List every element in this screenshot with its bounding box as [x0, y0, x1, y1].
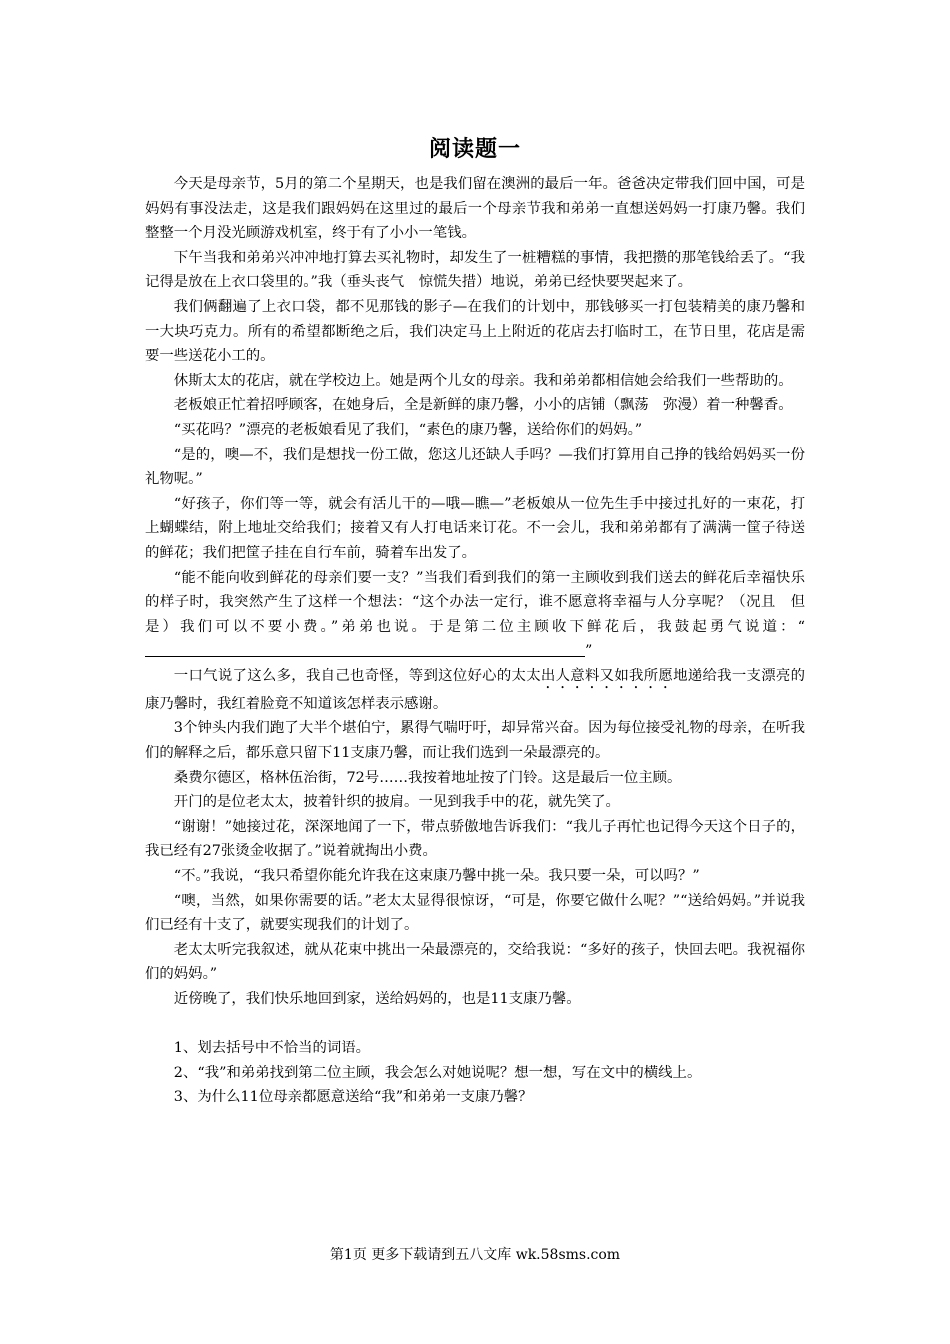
article-body [145, 172, 805, 1110]
question-list [145, 1036, 805, 1110]
paragraph: “好孩子，你们等一等，就会有活儿干的—哦—瞧—”老板娘从一位先生手中接过扎好的一束花，打上蝴蝶结，附上地址交给我们；接着又有人打电话来订花。不一会儿，我和弟弟都有了满满一筐子待送的鲜花；我们把筐子挂在自行车前，骑着车出发了。 [145, 495, 805, 561]
page-footer: 第1页 更多下载请到五八文库 wk.58sms.com [329, 1247, 621, 1263]
paragraph: 开门的是位老太太，披着针织的披肩。一见到我手中的花，就先笑了。 [173, 794, 620, 811]
paragraph: “谢谢！”她接过花，深深地闻了一下，带点骄傲地告诉我们：“我儿子再忙也记得今天这个日子的，我已经有27张烫金收据了。”说着就掏出小费。 [145, 818, 805, 860]
paragraph-with-blank [145, 566, 805, 664]
paragraph-text: 地递给我一支漂亮的康乃馨时，我红着脸竟不知道该怎样表示感谢。 [145, 667, 805, 712]
paragraph: 休斯太太的花店，就在学校边上。她是两个儿女的母亲。我和弟弟都相信她会给我们一些帮助的。 [173, 372, 793, 389]
paragraph: 老太太听完我叙述，就从花束中挑出一朵最漂亮的，交给我说：“多好的孩子，快回去吧。我祝福你们的妈妈。” [145, 941, 805, 983]
emphasized-phrase: 出人意料又如我所愿 [540, 667, 674, 684]
closing-quote: ” [585, 643, 593, 660]
question-item: 2、“我”和弟弟找到第二位主顾，我会怎么对她说呢？想一想，写在文中的横线上。 [173, 1064, 702, 1081]
paragraph: “是的，噢—不，我们是想找一份工做，您这儿还缺人手吗？—我们打算用自己挣的钱给妈妈买一份礼物呢。” [145, 446, 805, 488]
paragraph-text: “能不能向收到鲜花的母亲们要一支？”当我们看到我们的第一主顾收到我们送去的鲜花后幸福快乐的样子时，我突然产生了这样一个想法：“这个办法一定行，谁不愿意将幸福与人分享呢？（况且 但是）我们可以不要小费。”弟弟也说。于是第二位主顾收下鲜花后，我鼓起勇气说道：“ [145, 569, 805, 635]
paragraph-with-emphasis [145, 664, 805, 717]
paragraph: 今天是母亲节，5月的第二个星期天，也是我们留在澳洲的最后一年。爸爸决定带我们回中国，可是妈妈有事没法走，这是我们跟妈妈在这里过的最后一个母亲节我和弟弟一直想送妈妈一打康乃馨。我们整整一个月没光顾游戏机室，终于有了小小一笔钱。 [145, 176, 805, 242]
paragraph: “噢，当然，如果你需要的话。”老太太显得很惊讶，“可是，你要它做什么呢？”“送给妈妈。”并说我们已经有十支了，就要实现我们的计划了。 [145, 892, 805, 934]
paragraph: “买花吗？”漂亮的老板娘看见了我们，“素色的康乃馨，送给你们的妈妈。” [173, 421, 643, 438]
paragraph: 近傍晚了，我们快乐地回到家，送给妈妈的，也是11支康乃馨。 [173, 991, 581, 1007]
paragraph: 3个钟头内我们跑了大半个堪伯宁，累得气喘吁吁，却异常兴奋。因为每位接受礼物的母亲，在听我们的解释之后，都乐意只留下11支康乃馨，而让我们选到一朵最漂亮的。 [145, 720, 805, 762]
question-item: 3、为什么11位母亲都愿意送给“我”和弟弟一支康乃馨？ [173, 1089, 533, 1106]
answer-blank-line [145, 642, 585, 657]
paragraph: 我们俩翻遍了上衣口袋，都不见那钱的影子—在我们的计划中，那钱够买一打包装精美的康乃馨和一大块巧克力。所有的希望都断绝之后，我们决定马上上附近的花店去打临时工，在节日里，花店是需要一些送花小工的。 [145, 298, 805, 365]
paragraph: “不。”我说，“我只希望你能允许我在这束康乃馨中挑一朵。我只要一朵，可以吗？” [173, 868, 700, 885]
page-title: 阅读题一 [428, 136, 521, 162]
paragraph: 下午当我和弟弟兴冲冲地打算去买礼物时，却发生了一桩糟糕的事情，我把攒的那笔钱给丢了。“我记得是放在上衣口袋里的。”我（垂头丧气 惊慌失措）地说，弟弟已经快要哭起来了。 [145, 249, 805, 291]
paragraph: 老板娘正忙着招呼顾客，在她身后，全是新鲜的康乃馨，小小的店铺（飘荡 弥漫）着一种馨香。 [173, 397, 793, 414]
question-item: 1、划去括号中不恰当的词语。 [173, 1040, 371, 1057]
paragraph-text: 一口气说了这么多，我自己也奇怪，等到这位好心的太太 [173, 667, 541, 684]
paragraph: 桑费尔德区，格林伍治街，72号……我按着地址按了门铃。这是最后一位主顾。 [173, 769, 682, 786]
